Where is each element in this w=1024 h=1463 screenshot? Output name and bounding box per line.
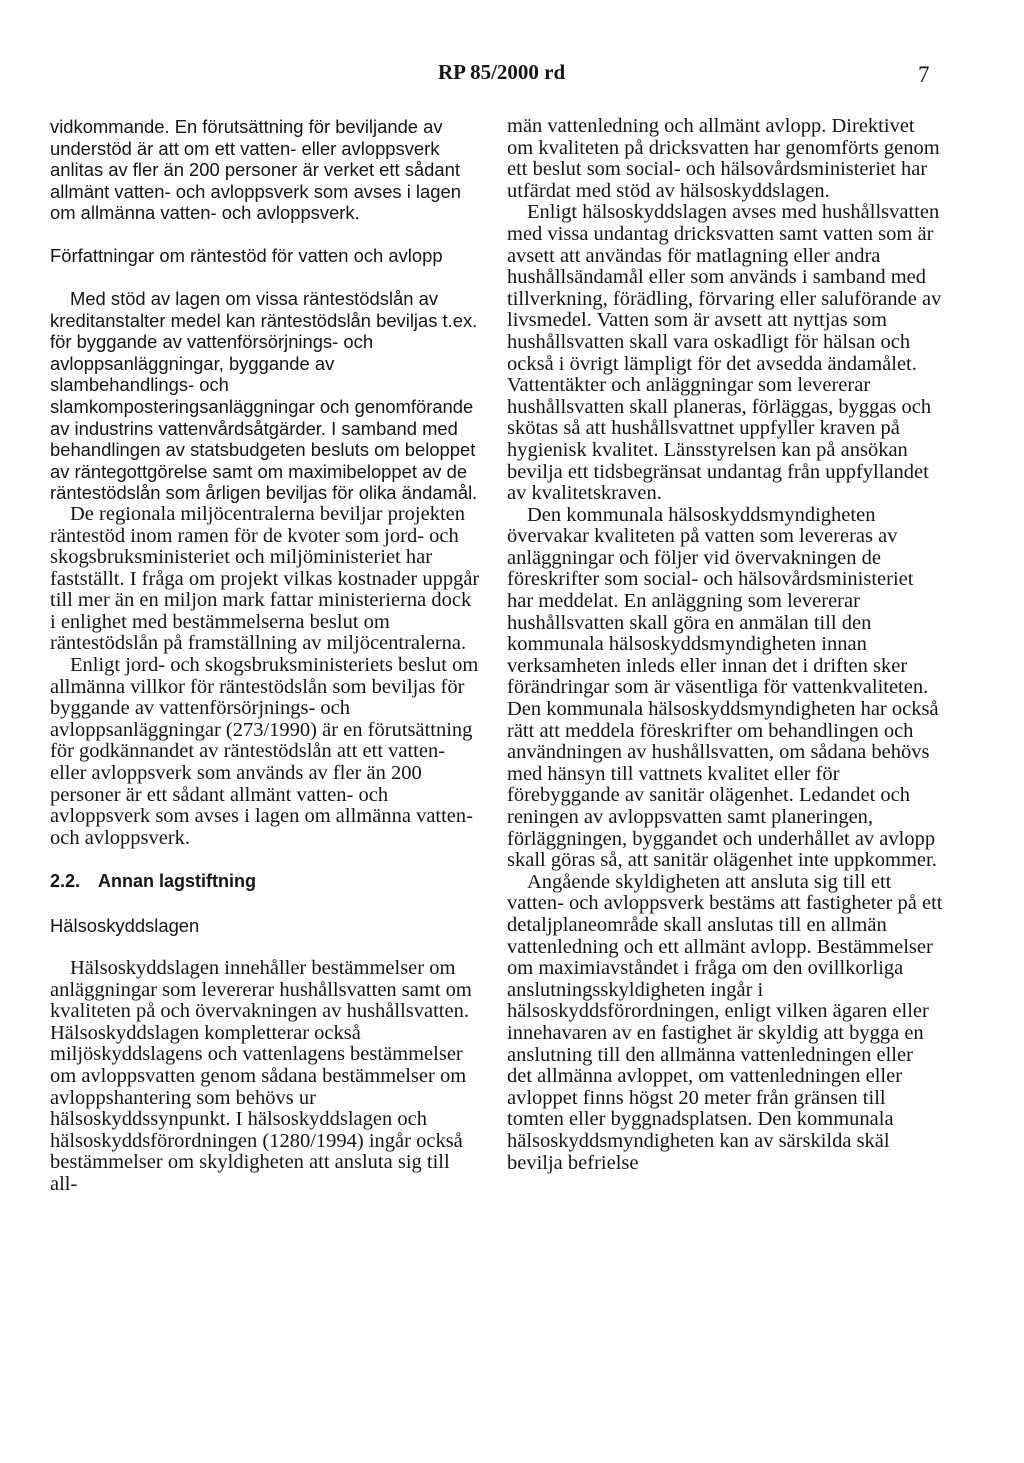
right-column	[507, 116, 943, 1174]
running-title: RP 85/2000 rd	[438, 60, 566, 84]
section-number: 2.2.	[50, 871, 81, 892]
section-heading	[50, 871, 480, 893]
paragraph: De regionala miljöcentralerna beviljar projekten räntestöd inom ramen för de kvoter som jord- och skogsbruksministeriet och miljöministeriet har fastställt. I fråga om projekt vilkas kostnader uppgår till mer än en miljon mark fattar ministerierna dock i enlighet med bestämmelserna beslut om räntestödslån på framställning av miljöcentralerna.	[50, 502, 480, 655]
page-header	[0, 58, 1024, 98]
section-title: Annan lagstiftning	[98, 871, 256, 892]
paragraph: Angående skyldigheten att ansluta sig till ett vatten- och avloppsverk bestäms att fastigheter på ett detaljplaneområde skall anslutas till en allmän vattenledning och ett allmänt avlopp. Bestämmelser om maximiavståndet i fråga om den ovillkorliga anslutningsskyldigheten ingår i hälsoskyddsförordningen, enligt vilken ägaren eller innehavaren av en fastighet är skyldig att bygga en anslutning till den allmänna vattenledningen eller det allmänna avloppet, om vattenledningen eller avloppet finns högst 20 meter från gränsen till tomten eller byggnadsplatsen. Den kommunala hälsoskyddsmyndigheten kan av särskilda skäl bevilja befrielse	[507, 870, 943, 1174]
paragraph: män vattenledning och allmänt avlopp. Direktivet om kvaliteten på dricksvatten har genomförts genom ett beslut som social- och hälsovårdsministeriet har utfärdat med stöd av hälsoskyddslagen.	[507, 115, 940, 202]
page-number: 7	[918, 62, 930, 87]
paragraph: Den kommunala hälsoskyddsmyndigheten övervakar kvaliteten på vatten som levereras av anläggningar och följer vid övervakningen de föreskrifter som social- och hälsovårdsministeriet har meddelat. En anläggning som levererar hushållsvatten skall göra en anmälan till den kommunala hälsoskyddsmyndigheten innan verksamheten inleds eller innan det i driften sker förändringar som är väsentliga för vattenkvaliteten. Den kommunala hälsoskyddsmyndigheten har också rätt att meddela föreskrifter om behandlingen och användningen av hushållsvatten, om sådana behövs med hänsyn till vattnets kvalitet eller för förebyggande av sanitär olägenhet. Ledandet och reningen av avloppsvatten samt planeringen, förläggningen, byggandet och underhållet av avlopp skall göras så, att sanitär olägenhet inte uppkommer.	[507, 503, 939, 872]
paragraph: Enligt hälsoskyddslagen avses med hushållsvatten med vissa undantag dricksvatten samt vatten som är avsett att användas för matlagning eller andra hushållsändamål eller som används i samband med tillverkning, förädling, förvaring eller saluförande av livsmedel. Vatten som är avsett att nyttjas som hushållsvatten skall vara oskadligt för hälsan och också i övrigt lämpligt för det avsedda ändamålet. Vattentäkter och anläggningar som levererar hushållsvatten skall planeras, förläggas, byggas och skötas så att hushållsvattnet uppfyller kraven på hygienisk kvalitet. Länsstyrelsen kan på ansökan bevilja ett tidsbegränsat undantag från uppfyllandet av kvalitetskraven.	[507, 201, 942, 505]
subheading: Hälsoskyddslagen	[50, 915, 200, 936]
paragraph: vidkommande. En förutsättning för beviljande av understöd är att om ett vatten- eller avloppsverk anlitas av fler än 200 personer är verket ett sådant allmänt vatten- och avloppsverk som avses i lagen om allmänna vatten- och avloppsverk.	[50, 116, 461, 224]
paragraph: Hälsoskyddslagen innehåller bestämmelser om anläggningar som levererar hushållsvatten samt om kvaliteten på och övervakningen av hushållsvatten. Hälsoskyddslagen kompletterar också miljöskyddslagens och vattenlagens bestämmelser om avloppsvatten genom sådana bestämmelser om avloppshantering som behövs ur hälsoskyddssynpunkt. I hälsoskyddslagen och hälsoskyddsförordningen (1280/1994) ingår också bestämmelser om skyldigheten att ansluta sig till all-	[50, 957, 472, 1195]
paragraph: Enligt jord- och skogsbruksministeriets beslut om allmänna villkor för räntestödslån som beviljas för byggande av vattenförsörjnings- och avloppsanläggningar (273/1990) är en förutsättning för godkännandet av räntestödslån att ett vatten- eller avloppsverk som används av fler än 200 personer är ett sådant allmänt vatten- och avloppsverk som avses i lagen om allmänna vatten- och avloppsverk.	[50, 654, 479, 849]
subheading: Författningar om räntestöd för vatten och avlopp	[50, 244, 443, 266]
left-column	[50, 116, 480, 1196]
paragraph: Med stöd av lagen om vissa räntestödslån av kreditanstalter medel kan räntestödslån beviljas t.ex. för byggande av vattenförsörjnings- och avloppsanläggningar, byggande av slambehandlings- och slamkomposteringsanläggningar och genomförande av industrins vattenvårdsåtgärder. I samband med behandlingen av statsbudgeten besluts om beloppet av räntegottgörelse samt om maximibeloppet av de räntestödslån som årligen beviljas för olika ändamål.	[50, 287, 478, 504]
